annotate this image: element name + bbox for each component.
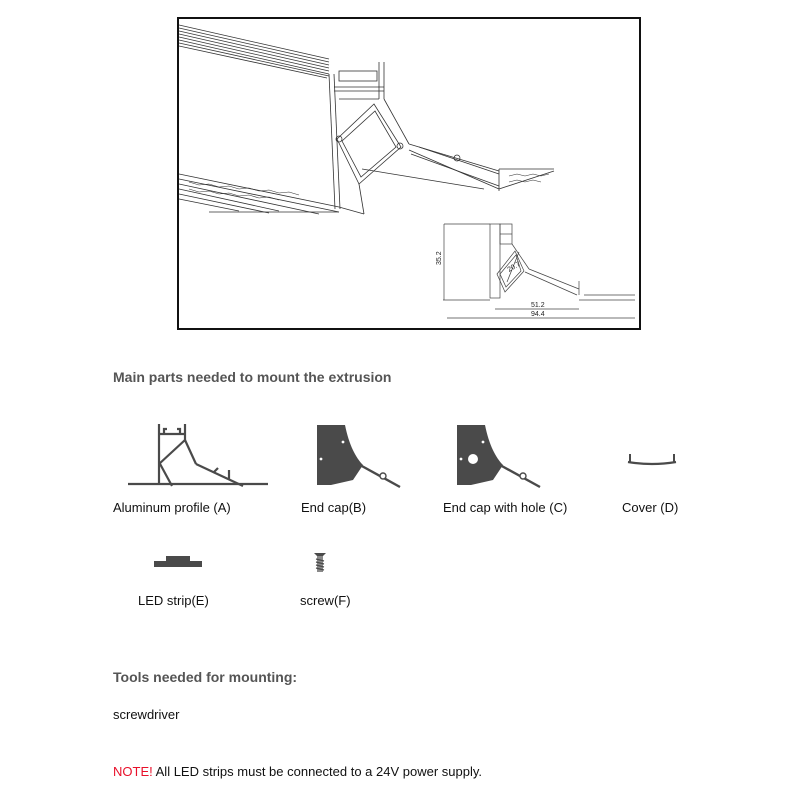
tool-item-screwdriver: screwdriver (113, 707, 180, 722)
part-label-aluminum-profile: Aluminum profile (A) (113, 500, 231, 515)
extrusion-perspective-drawing (179, 19, 639, 328)
cover-icon (627, 452, 677, 466)
part-label-cover: Cover (D) (622, 500, 679, 515)
part-label-end-cap-with-hole: End cap with hole (C) (443, 500, 568, 515)
note-prefix: NOTE! (113, 764, 153, 779)
dim-inner-width-label: 51.2 (531, 302, 545, 309)
part-label-screw: screw(F) (300, 593, 351, 608)
dim-height-label: 35.2 (436, 251, 443, 265)
part-label-end-cap: End cap(B) (301, 500, 367, 515)
part-label-led-strip: LED strip(E) (138, 593, 209, 608)
aluminum-profile-icon (128, 422, 270, 492)
screw-icon (313, 552, 327, 574)
technical-drawing-frame (177, 17, 641, 330)
led-strip-icon (154, 555, 204, 569)
parts-heading: Main parts needed to mount the extrusion (113, 369, 392, 385)
dim-overall-width-label: 94.4 (531, 311, 545, 318)
power-supply-note (113, 764, 482, 779)
tools-heading: Tools needed for mounting: (113, 669, 298, 685)
note-text: All LED strips must be connected to a 24V power supply. (152, 764, 482, 779)
dim-diffuser-label: 20.7 (506, 260, 522, 274)
end-cap-with-hole-icon (456, 425, 541, 490)
end-cap-icon (316, 425, 401, 490)
